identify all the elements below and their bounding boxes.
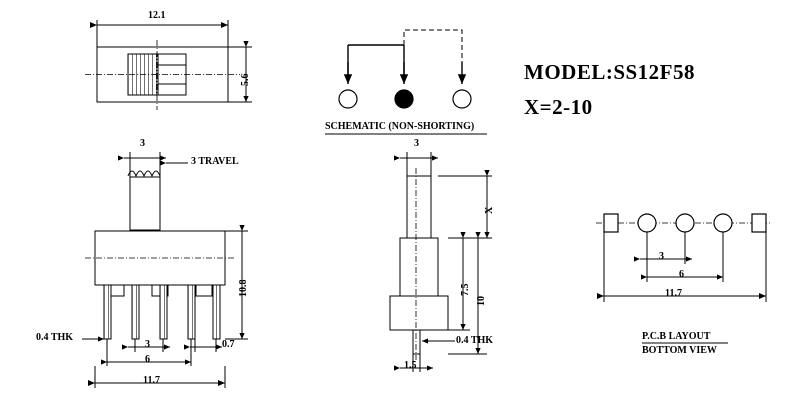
top-view-height-dim: 5.6 — [240, 73, 251, 86]
pcb-caption-line2: BOTTOM VIEW — [642, 345, 717, 356]
pcb-overall-dim: 11.7 — [665, 288, 682, 299]
front-view-group — [82, 152, 248, 388]
model-title: MODEL:SS12F58 — [524, 60, 696, 84]
front-view-body-height-dim: 10.8 — [238, 279, 249, 297]
pcb-caption-line1: P.C.B LAYOUT — [642, 331, 711, 342]
x-range-title: X=2-10 — [524, 95, 593, 119]
side-view-pin-thickness-label: 0.4 THK — [456, 335, 494, 346]
side-view-pin-width-dim: 1.5 — [404, 360, 417, 371]
pcb-span-dim: 6 — [679, 269, 684, 280]
pcb-layout-group — [596, 214, 772, 343]
front-view-actuator-width-dim: 3 — [140, 138, 145, 149]
side-view-height-2-dim: 10 — [476, 296, 487, 306]
top-view-width-dim: 12.1 — [148, 10, 166, 21]
front-view-pin-span-dim: 6 — [145, 354, 150, 365]
side-view-x-dim: X — [484, 206, 495, 214]
front-view-travel-label: 3 TRAVEL — [191, 156, 239, 167]
top-view-group — [85, 20, 252, 110]
schematic-caption: SCHEMATIC (NON-SHORTING) — [325, 121, 475, 132]
pcb-pitch-dim: 3 — [659, 251, 664, 262]
side-view-actuator-width-dim: 3 — [414, 138, 419, 149]
schematic-group — [325, 30, 487, 134]
front-view-overall-width-dim: 11.7 — [143, 375, 160, 386]
front-view-pin-thickness-label: 0.4 THK — [36, 332, 74, 343]
front-view-pin-pitch-dim: 3 — [145, 339, 150, 350]
side-view-height-1-dim: 7.5 — [460, 283, 471, 296]
front-view-pin-offset-dim: 0.7 — [222, 339, 235, 350]
